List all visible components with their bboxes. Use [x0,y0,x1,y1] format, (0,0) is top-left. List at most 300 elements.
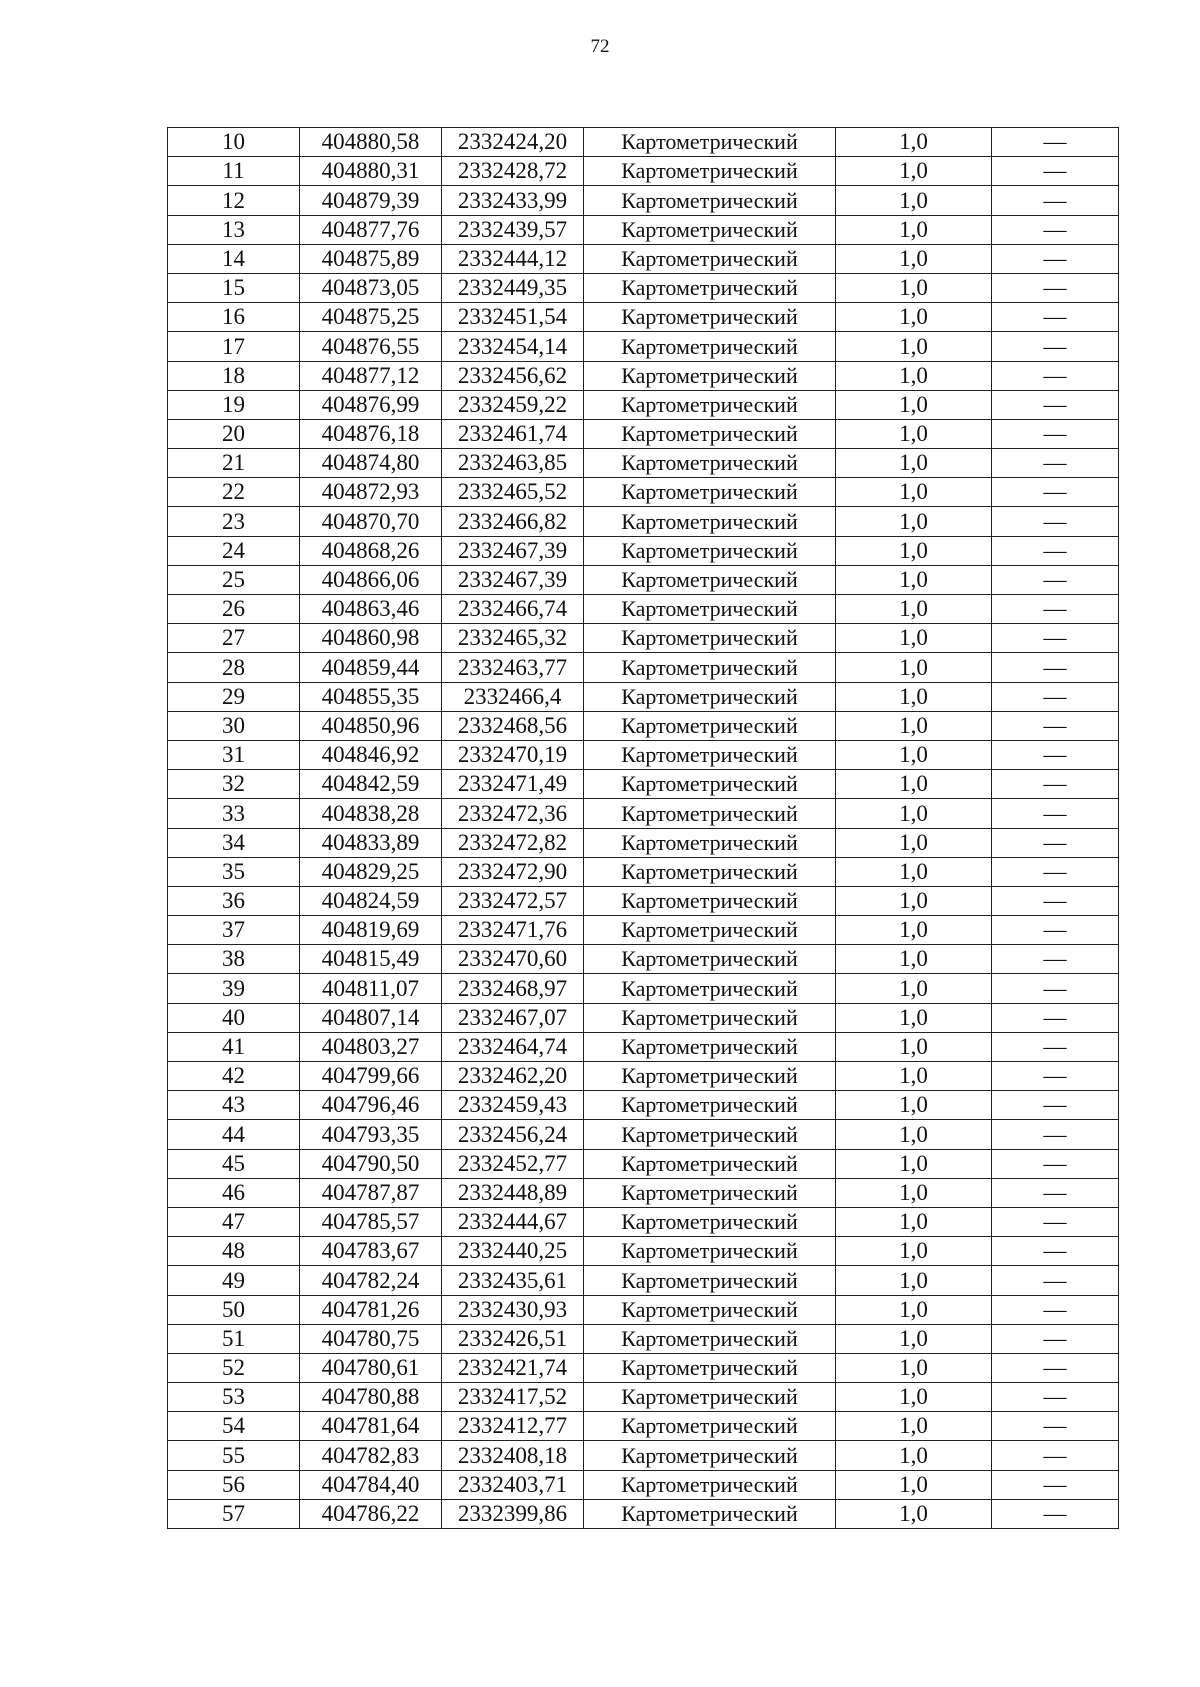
description-cell: — [992,332,1119,361]
accuracy-cell: 1,0 [836,653,992,682]
description-cell: — [992,507,1119,536]
description-cell: — [992,886,1119,915]
description-cell: — [992,1032,1119,1061]
point-number-cell: 38 [168,945,300,974]
x-coordinate-cell: 404782,83 [300,1441,442,1470]
coordinates-table [167,127,1119,1529]
y-coordinate-cell: 2332444,12 [442,244,584,273]
y-coordinate-cell: 2332408,18 [442,1441,584,1470]
y-coordinate-cell: 2332444,67 [442,1207,584,1236]
y-coordinate-cell: 2332467,39 [442,536,584,565]
x-coordinate-cell: 404796,46 [300,1091,442,1120]
description-cell: — [992,1003,1119,1032]
method-cell: Картометрический [584,536,836,565]
description-cell: — [992,303,1119,332]
description-cell: — [992,945,1119,974]
method-cell: Картометрический [584,1062,836,1091]
point-number-cell: 51 [168,1324,300,1353]
table-row [168,303,1119,332]
description-cell: — [992,1266,1119,1295]
y-coordinate-cell: 2332471,49 [442,770,584,799]
description-cell: — [992,157,1119,186]
accuracy-cell: 1,0 [836,857,992,886]
y-coordinate-cell: 2332461,74 [442,419,584,448]
x-coordinate-cell: 404877,76 [300,215,442,244]
x-coordinate-cell: 404799,66 [300,1062,442,1091]
point-number-cell: 44 [168,1120,300,1149]
method-cell: Картометрический [584,1091,836,1120]
table-row [168,507,1119,536]
x-coordinate-cell: 404860,98 [300,624,442,653]
table-row [168,536,1119,565]
description-cell: — [992,595,1119,624]
point-number-cell: 55 [168,1441,300,1470]
method-cell: Картометрический [584,449,836,478]
x-coordinate-cell: 404879,39 [300,186,442,215]
description-cell: — [992,974,1119,1003]
description-cell: — [992,624,1119,653]
y-coordinate-cell: 2332433,99 [442,186,584,215]
y-coordinate-cell: 2332459,43 [442,1091,584,1120]
point-number-cell: 13 [168,215,300,244]
y-coordinate-cell: 2332428,72 [442,157,584,186]
accuracy-cell: 1,0 [836,770,992,799]
point-number-cell: 15 [168,273,300,302]
method-cell: Картометрический [584,1266,836,1295]
method-cell: Картометрический [584,1441,836,1470]
method-cell: Картометрический [584,828,836,857]
point-number-cell: 47 [168,1207,300,1236]
description-cell: — [992,1120,1119,1149]
table-row [168,624,1119,653]
y-coordinate-cell: 2332430,93 [442,1295,584,1324]
y-coordinate-cell: 2332465,32 [442,624,584,653]
table-row [168,1412,1119,1441]
table-row [168,1178,1119,1207]
y-coordinate-cell: 2332439,57 [442,215,584,244]
description-cell: — [992,682,1119,711]
accuracy-cell: 1,0 [836,945,992,974]
y-coordinate-cell: 2332464,74 [442,1032,584,1061]
description-cell: — [992,828,1119,857]
point-number-cell: 56 [168,1470,300,1499]
point-number-cell: 24 [168,536,300,565]
accuracy-cell: 1,0 [836,828,992,857]
description-cell: — [992,857,1119,886]
table-row [168,186,1119,215]
y-coordinate-cell: 2332456,24 [442,1120,584,1149]
y-coordinate-cell: 2332467,07 [442,1003,584,1032]
point-number-cell: 34 [168,828,300,857]
y-coordinate-cell: 2332472,82 [442,828,584,857]
accuracy-cell: 1,0 [836,361,992,390]
table-row [168,1383,1119,1412]
table-row [168,916,1119,945]
point-number-cell: 43 [168,1091,300,1120]
accuracy-cell: 1,0 [836,419,992,448]
y-coordinate-cell: 2332451,54 [442,303,584,332]
method-cell: Картометрический [584,682,836,711]
method-cell: Картометрический [584,1237,836,1266]
point-number-cell: 14 [168,244,300,273]
accuracy-cell: 1,0 [836,1237,992,1266]
table-row [168,974,1119,1003]
table-row [168,244,1119,273]
x-coordinate-cell: 404866,06 [300,565,442,594]
table-row [168,1091,1119,1120]
x-coordinate-cell: 404782,24 [300,1266,442,1295]
method-cell: Картометрический [584,916,836,945]
y-coordinate-cell: 2332466,82 [442,507,584,536]
method-cell: Картометрический [584,740,836,769]
table-row [168,128,1119,157]
x-coordinate-cell: 404824,59 [300,886,442,915]
point-number-cell: 11 [168,157,300,186]
table-row [168,1062,1119,1091]
y-coordinate-cell: 2332435,61 [442,1266,584,1295]
accuracy-cell: 1,0 [836,711,992,740]
method-cell: Картометрический [584,1207,836,1236]
point-number-cell: 46 [168,1178,300,1207]
accuracy-cell: 1,0 [836,1120,992,1149]
method-cell: Картометрический [584,273,836,302]
x-coordinate-cell: 404781,64 [300,1412,442,1441]
accuracy-cell: 1,0 [836,974,992,1003]
table-row [168,1032,1119,1061]
x-coordinate-cell: 404880,31 [300,157,442,186]
x-coordinate-cell: 404807,14 [300,1003,442,1032]
description-cell: — [992,1324,1119,1353]
method-cell: Картометрический [584,128,836,157]
point-number-cell: 57 [168,1499,300,1528]
accuracy-cell: 1,0 [836,1178,992,1207]
point-number-cell: 45 [168,1149,300,1178]
method-cell: Картометрический [584,1149,836,1178]
x-coordinate-cell: 404846,92 [300,740,442,769]
y-coordinate-cell: 2332412,77 [442,1412,584,1441]
y-coordinate-cell: 2332426,51 [442,1324,584,1353]
point-number-cell: 37 [168,916,300,945]
x-coordinate-cell: 404811,07 [300,974,442,1003]
method-cell: Картометрический [584,1499,836,1528]
x-coordinate-cell: 404833,89 [300,828,442,857]
table-row [168,273,1119,302]
x-coordinate-cell: 404829,25 [300,857,442,886]
point-number-cell: 54 [168,1412,300,1441]
accuracy-cell: 1,0 [836,799,992,828]
accuracy-cell: 1,0 [836,1003,992,1032]
table-row [168,478,1119,507]
accuracy-cell: 1,0 [836,624,992,653]
point-number-cell: 29 [168,682,300,711]
table-row [168,1353,1119,1382]
description-cell: — [992,1149,1119,1178]
point-number-cell: 27 [168,624,300,653]
accuracy-cell: 1,0 [836,157,992,186]
point-number-cell: 19 [168,390,300,419]
method-cell: Картометрический [584,1003,836,1032]
table-row [168,653,1119,682]
y-coordinate-cell: 2332454,14 [442,332,584,361]
x-coordinate-cell: 404780,61 [300,1353,442,1382]
description-cell: — [992,740,1119,769]
table-row [168,945,1119,974]
y-coordinate-cell: 2332403,71 [442,1470,584,1499]
y-coordinate-cell: 2332463,77 [442,653,584,682]
accuracy-cell: 1,0 [836,1470,992,1499]
y-coordinate-cell: 2332466,74 [442,595,584,624]
x-coordinate-cell: 404793,35 [300,1120,442,1149]
description-cell: — [992,770,1119,799]
x-coordinate-cell: 404877,12 [300,361,442,390]
table-row [168,565,1119,594]
description-cell: — [992,273,1119,302]
description-cell: — [992,244,1119,273]
table-row [168,595,1119,624]
point-number-cell: 36 [168,886,300,915]
description-cell: — [992,1295,1119,1324]
coordinates-table-body [168,128,1119,1529]
table-row [168,215,1119,244]
y-coordinate-cell: 2332456,62 [442,361,584,390]
description-cell: — [992,128,1119,157]
x-coordinate-cell: 404819,69 [300,916,442,945]
y-coordinate-cell: 2332468,56 [442,711,584,740]
point-number-cell: 18 [168,361,300,390]
y-coordinate-cell: 2332449,35 [442,273,584,302]
y-coordinate-cell: 2332452,77 [442,1149,584,1178]
table-row [168,682,1119,711]
method-cell: Картометрический [584,653,836,682]
method-cell: Картометрический [584,186,836,215]
description-cell: — [992,1383,1119,1412]
accuracy-cell: 1,0 [836,1207,992,1236]
description-cell: — [992,478,1119,507]
accuracy-cell: 1,0 [836,449,992,478]
description-cell: — [992,916,1119,945]
method-cell: Картометрический [584,1178,836,1207]
table-row [168,1266,1119,1295]
accuracy-cell: 1,0 [836,215,992,244]
table-row [168,1324,1119,1353]
accuracy-cell: 1,0 [836,128,992,157]
accuracy-cell: 1,0 [836,332,992,361]
point-number-cell: 12 [168,186,300,215]
x-coordinate-cell: 404870,70 [300,507,442,536]
table-row [168,1441,1119,1470]
description-cell: — [992,711,1119,740]
x-coordinate-cell: 404876,55 [300,332,442,361]
point-number-cell: 26 [168,595,300,624]
x-coordinate-cell: 404815,49 [300,945,442,974]
method-cell: Картометрический [584,595,836,624]
table-row [168,886,1119,915]
point-number-cell: 21 [168,449,300,478]
description-cell: — [992,1499,1119,1528]
table-row [168,449,1119,478]
y-coordinate-cell: 2332467,39 [442,565,584,594]
x-coordinate-cell: 404838,28 [300,799,442,828]
accuracy-cell: 1,0 [836,1324,992,1353]
table-row [168,1149,1119,1178]
description-cell: — [992,186,1119,215]
accuracy-cell: 1,0 [836,1149,992,1178]
description-cell: — [992,1091,1119,1120]
description-cell: — [992,449,1119,478]
accuracy-cell: 1,0 [836,186,992,215]
accuracy-cell: 1,0 [836,1499,992,1528]
y-coordinate-cell: 2332440,25 [442,1237,584,1266]
description-cell: — [992,1441,1119,1470]
accuracy-cell: 1,0 [836,595,992,624]
y-coordinate-cell: 2332470,60 [442,945,584,974]
point-number-cell: 52 [168,1353,300,1382]
accuracy-cell: 1,0 [836,886,992,915]
method-cell: Картометрический [584,945,836,974]
point-number-cell: 40 [168,1003,300,1032]
x-coordinate-cell: 404803,27 [300,1032,442,1061]
table-row [168,1003,1119,1032]
method-cell: Картометрический [584,507,836,536]
y-coordinate-cell: 2332466,4 [442,682,584,711]
description-cell: — [992,1353,1119,1382]
method-cell: Картометрический [584,565,836,594]
accuracy-cell: 1,0 [836,682,992,711]
method-cell: Картометрический [584,361,836,390]
table-row [168,419,1119,448]
accuracy-cell: 1,0 [836,740,992,769]
x-coordinate-cell: 404783,67 [300,1237,442,1266]
accuracy-cell: 1,0 [836,1441,992,1470]
accuracy-cell: 1,0 [836,1353,992,1382]
accuracy-cell: 1,0 [836,536,992,565]
x-coordinate-cell: 404874,80 [300,449,442,478]
table-row [168,1237,1119,1266]
method-cell: Картометрический [584,886,836,915]
table-row [168,1207,1119,1236]
accuracy-cell: 1,0 [836,303,992,332]
method-cell: Картометрический [584,857,836,886]
point-number-cell: 39 [168,974,300,1003]
accuracy-cell: 1,0 [836,1295,992,1324]
point-number-cell: 49 [168,1266,300,1295]
method-cell: Картометрический [584,332,836,361]
y-coordinate-cell: 2332465,52 [442,478,584,507]
x-coordinate-cell: 404781,26 [300,1295,442,1324]
point-number-cell: 16 [168,303,300,332]
x-coordinate-cell: 404872,93 [300,478,442,507]
x-coordinate-cell: 404787,87 [300,1178,442,1207]
y-coordinate-cell: 2332470,19 [442,740,584,769]
table-row [168,332,1119,361]
y-coordinate-cell: 2332472,57 [442,886,584,915]
table-row [168,1120,1119,1149]
method-cell: Картометрический [584,1120,836,1149]
y-coordinate-cell: 2332399,86 [442,1499,584,1528]
y-coordinate-cell: 2332472,90 [442,857,584,886]
x-coordinate-cell: 404850,96 [300,711,442,740]
description-cell: — [992,1062,1119,1091]
accuracy-cell: 1,0 [836,1383,992,1412]
point-number-cell: 25 [168,565,300,594]
method-cell: Картометрический [584,1353,836,1382]
x-coordinate-cell: 404875,89 [300,244,442,273]
description-cell: — [992,419,1119,448]
table-row [168,1470,1119,1499]
method-cell: Картометрический [584,419,836,448]
x-coordinate-cell: 404873,05 [300,273,442,302]
method-cell: Картометрический [584,1470,836,1499]
y-coordinate-cell: 2332468,97 [442,974,584,1003]
x-coordinate-cell: 404785,57 [300,1207,442,1236]
method-cell: Картометрический [584,770,836,799]
point-number-cell: 23 [168,507,300,536]
method-cell: Картометрический [584,1324,836,1353]
table-row [168,711,1119,740]
point-number-cell: 17 [168,332,300,361]
method-cell: Картометрический [584,303,836,332]
accuracy-cell: 1,0 [836,1062,992,1091]
point-number-cell: 50 [168,1295,300,1324]
table-row [168,1499,1119,1528]
y-coordinate-cell: 2332459,22 [442,390,584,419]
point-number-cell: 35 [168,857,300,886]
method-cell: Картометрический [584,1295,836,1324]
y-coordinate-cell: 2332448,89 [442,1178,584,1207]
accuracy-cell: 1,0 [836,390,992,419]
y-coordinate-cell: 2332417,52 [442,1383,584,1412]
point-number-cell: 33 [168,799,300,828]
y-coordinate-cell: 2332462,20 [442,1062,584,1091]
method-cell: Картометрический [584,215,836,244]
point-number-cell: 10 [168,128,300,157]
point-number-cell: 20 [168,419,300,448]
y-coordinate-cell: 2332472,36 [442,799,584,828]
table-row [168,799,1119,828]
x-coordinate-cell: 404784,40 [300,1470,442,1499]
description-cell: — [992,799,1119,828]
point-number-cell: 22 [168,478,300,507]
y-coordinate-cell: 2332463,85 [442,449,584,478]
point-number-cell: 48 [168,1237,300,1266]
table-row [168,1295,1119,1324]
x-coordinate-cell: 404880,58 [300,128,442,157]
description-cell: — [992,653,1119,682]
method-cell: Картометрический [584,711,836,740]
x-coordinate-cell: 404875,25 [300,303,442,332]
x-coordinate-cell: 404780,75 [300,1324,442,1353]
x-coordinate-cell: 404859,44 [300,653,442,682]
description-cell: — [992,390,1119,419]
x-coordinate-cell: 404876,18 [300,419,442,448]
method-cell: Картометрический [584,390,836,419]
accuracy-cell: 1,0 [836,916,992,945]
x-coordinate-cell: 404855,35 [300,682,442,711]
x-coordinate-cell: 404876,99 [300,390,442,419]
method-cell: Картометрический [584,1412,836,1441]
page-number: 72 [590,36,610,57]
table-row [168,857,1119,886]
table-row [168,828,1119,857]
method-cell: Картометрический [584,1383,836,1412]
description-cell: — [992,1470,1119,1499]
point-number-cell: 32 [168,770,300,799]
method-cell: Картометрический [584,799,836,828]
method-cell: Картометрический [584,624,836,653]
table-row [168,390,1119,419]
x-coordinate-cell: 404786,22 [300,1499,442,1528]
table-row [168,361,1119,390]
